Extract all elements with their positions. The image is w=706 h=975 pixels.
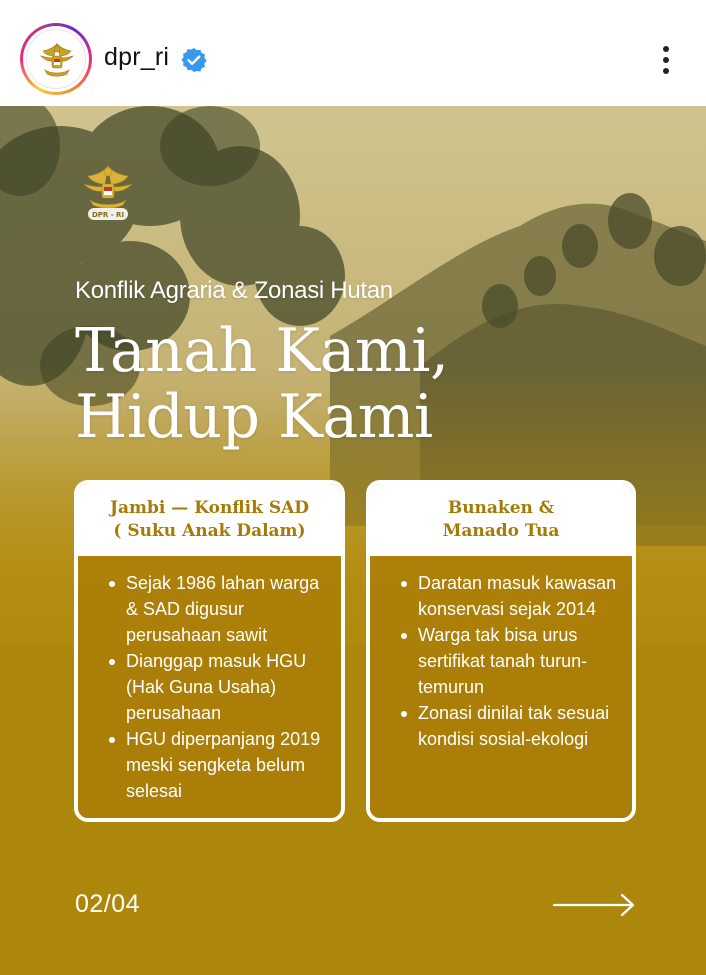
card-heading-line: Bunaken & [447, 498, 555, 518]
bullet-item: Zonasi dinilai tak sesuai kondisi sosial-ekologi [397, 700, 624, 752]
more-options-button[interactable] [652, 40, 680, 80]
card-body [370, 556, 632, 818]
dpr-logo-icon [74, 156, 142, 226]
verified-badge-icon [181, 47, 207, 73]
card-heading [370, 484, 632, 556]
bullet-item: Daratan masuk kawasan konservasi sejak 2014 [397, 570, 624, 622]
logo-text: DPR - RI [91, 211, 125, 219]
page-indicator: 02/04 [75, 890, 141, 918]
arrow-right-icon[interactable] [552, 890, 638, 920]
card-heading-line: ( Suku Anak Dalam) [113, 521, 306, 541]
more-vertical-icon [663, 46, 669, 52]
post-header [0, 0, 706, 106]
bullet-item: Warga tak bisa urus sertifikat tanah turun-temurun [397, 622, 624, 700]
subtitle: Konflik Agraria & Zonasi Hutan [75, 277, 393, 304]
bullet-list [370, 556, 632, 752]
dpr-emblem-icon [27, 30, 86, 89]
title-line: Tanah Kami, [75, 316, 449, 386]
bullet-item: Sejak 1986 lahan warga & SAD digusur perusahaan sawit [105, 570, 333, 648]
info-card-jambi [74, 480, 345, 822]
username[interactable]: dpr_ri [104, 43, 170, 71]
bullet-item: HGU diperpanjang 2019 meski sengketa belum selesai [105, 726, 333, 804]
bullet-item: Dianggap masuk HGU (Hak Guna Usaha) perusahaan [105, 648, 333, 726]
card-heading-line: Jambi — Konflik SAD [109, 498, 310, 518]
card-heading [78, 484, 341, 556]
page-title [75, 318, 449, 450]
post-image[interactable] [0, 106, 706, 975]
story-ring[interactable] [20, 23, 92, 95]
card-body [78, 556, 341, 818]
card-heading-line: Manado Tua [442, 521, 560, 541]
avatar[interactable] [26, 29, 86, 89]
bullet-list [78, 556, 341, 804]
title-line: Hidup Kami [75, 382, 433, 452]
info-card-bunaken [366, 480, 636, 822]
